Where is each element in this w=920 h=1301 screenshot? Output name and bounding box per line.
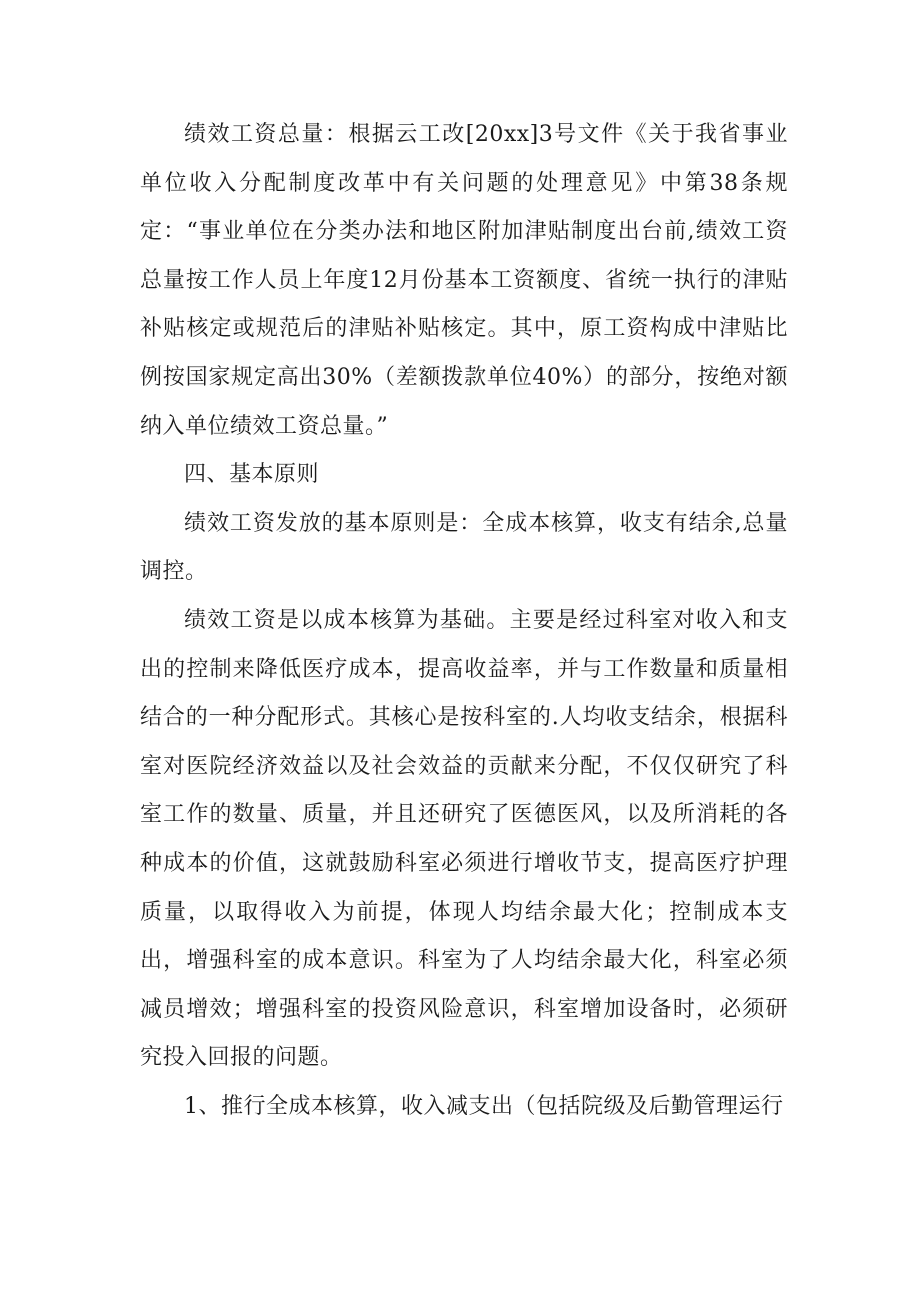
section-heading-basic-principles: 四、基本原则 bbox=[184, 462, 320, 488]
paragraph-item-1: 1、推行全成本核算，收入减支出（包括院级及后勤管理运行 bbox=[184, 1093, 784, 1119]
document-body bbox=[140, 111, 788, 1131]
paragraph-cost-accounting-basis: 绩效工资是以成本核算为基础。主要是经过科室对收入和支出的控制来降低医疗成本，提高收益率，并与工作数量和质量相结合的一种分配形式。其核心是按科室的.人均收支结余，根据科室对医院经济效益以及社会效益的贡献来分配，不仅仅研究了科室工作的数量、质量，并且还研究了医德医风，以及所消耗的各种成本的价值，这就鼓励科室必须进行增收节支，提高医疗护理质量，以取得收入为前提，体现人均结余最大化；控制成本支出，增强科室的成本意识。科室为了人均结余最大化，科室必须减员增效；增强科室的投资风险意识，科室增加设备时，必须研究投入回报的问题。 bbox=[140, 607, 788, 1071]
paragraph-basic-principles: 绩效工资发放的基本原则是：全成本核算，收支有结余,总量调控。 bbox=[140, 510, 788, 585]
paragraph-performance-pay-total: 绩效工资总量：根据云工改[20xx]3号文件《关于我省事业单位收入分配制度改革中有关问题的处理意见》中第38条规定：“事业单位在分类办法和地区附加津贴制度出台前,绩效工资总量按工作人员上年度12月份基本工资额度、省统一执行的津贴补贴核定或规范后的津贴补贴核定。其中，原工资构成中津贴比例按国家规定高出30%（差额拨款单位40%）的部分，按绝对额纳入单位绩效工资总量。” bbox=[140, 122, 788, 439]
